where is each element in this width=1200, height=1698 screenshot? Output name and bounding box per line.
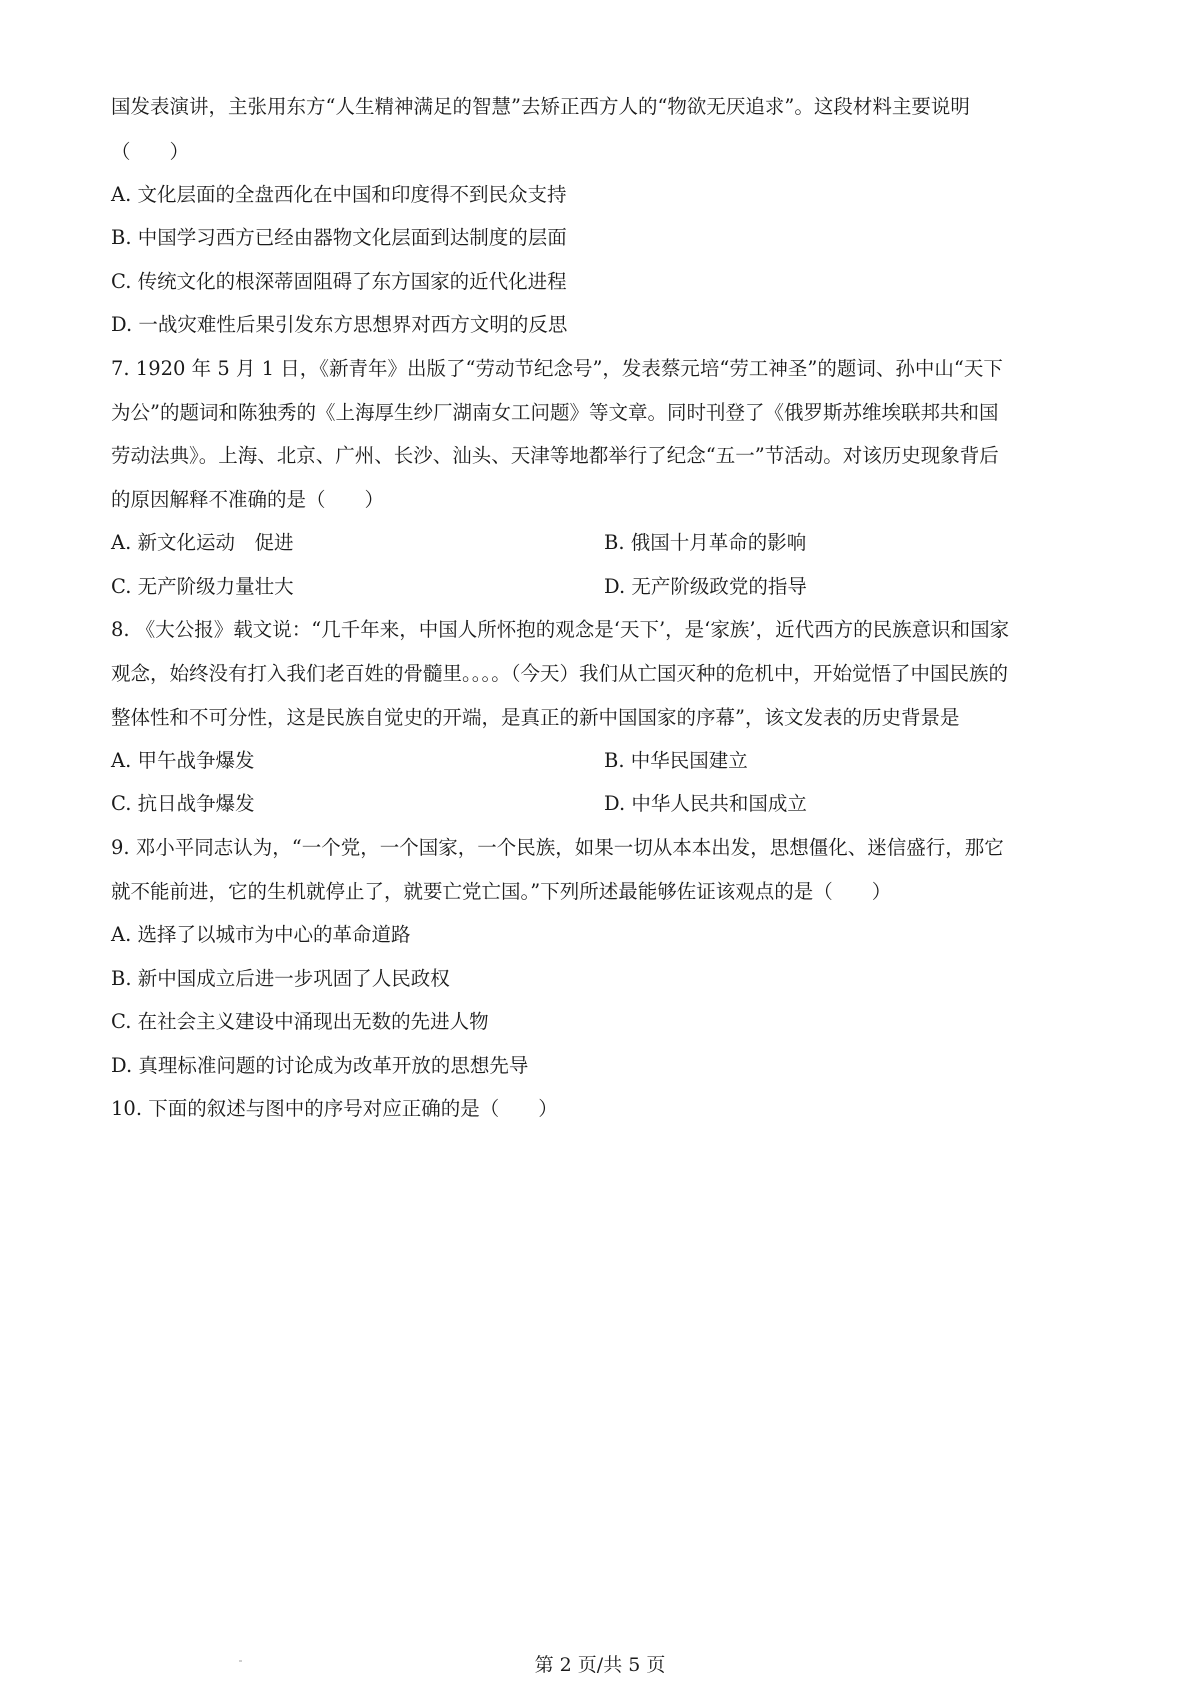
q8-option-c: C. 抗日战争爆发 [111,792,255,815]
q9-option-a: A. 选择了以城市为中心的革命道路 [111,923,411,946]
page-number: 第 2 页/共 5 页 [534,1654,666,1676]
q9-stem-line: 9. 邓小平同志认为，“一个党，一个国家，一个民族，如果一切从本本出发，思想僵化、迷信盛行，那它 [111,836,1004,859]
q9-option-d: D. 真理标准问题的讨论成为改革开放的思想先导 [111,1054,529,1077]
q8-option-b: B. 中华民国建立 [604,749,748,772]
q6-stem-line: 国发表演讲，主张用东方“人生精神满足的智慧”去矫正西方人的“物欲无厌追求”。这段材料主要说明 [111,95,970,118]
q9-option-b: B. 新中国成立后进一步巩固了人民政权 [111,967,450,990]
q7-option-b: B. 俄国十月革命的影响 [604,531,807,554]
q7-option-a: A. 新文化运动 促进 [111,531,294,554]
q9-option-c: C. 在社会主义建设中涌现出无数的先进人物 [111,1010,489,1033]
q6-option-b: B. 中国学习西方已经由器物文化层面到达制度的层面 [111,226,567,249]
q8-option-d: D. 中华人民共和国成立 [604,792,807,815]
q10-stem: 10. 下面的叙述与图中的序号对应正确的是（ ） [111,1097,558,1120]
q6-option-c: C. 传统文化的根深蒂固阻碍了东方国家的近代化进程 [111,270,567,293]
q7-stem-line: 为公”的题词和陈独秀的《上海厚生纱厂湖南女工问题》等文章。同时刊登了《俄罗斯苏维埃联邦共和国 [111,401,999,424]
q7-option-d: D. 无产阶级政党的指导 [604,575,807,598]
q9-stem-line: 就不能前进，它的生机就停止了，就要亡党亡国。”下列所述最能够佐证该观点的是（ ） [111,880,892,903]
q8-stem-line: 观念，始终没有打入我们老百姓的骨髓里。。。。（今天）我们从亡国灭种的危机中，开始觉悟了中国民族的 [111,662,1009,685]
q6-answer-blank: （ ） [111,140,190,163]
q6-option-d: D. 一战灾难性后果引发东方思想界对西方文明的反思 [111,313,568,336]
q8-stem-line: 整体性和不可分性，这是民族自觉史的开端，是真正的新中国国家的序幕”，该文发表的历史背景是 [111,706,960,729]
q8-option-a: A. 甲午战争爆发 [111,749,255,772]
q6-option-a: A. 文化层面的全盘西化在中国和印度得不到民众支持 [111,183,567,206]
q7-stem-line: 劳动法典》。上海、北京、广州、长沙、汕头、天津等地都举行了纪念“五一”节活动。对该历史现象背后 [111,444,999,467]
q7-stem-line: 7. 1920 年 5 月 1 日，《新青年》出版了“劳动节纪念号”，发表蔡元培“劳工神圣”的题词、孙中山“天下 [111,357,1003,380]
q8-stem-line: 8. 《大公报》载文说：“几千年来，中国人所怀抱的观念是‘天下’，是‘家族’，近代西方的民族意识和国家 [111,618,1010,641]
q7-stem-line: 的原因解释不准确的是（ ） [111,488,385,511]
q7-option-c: C. 无产阶级力量壮大 [111,575,294,598]
